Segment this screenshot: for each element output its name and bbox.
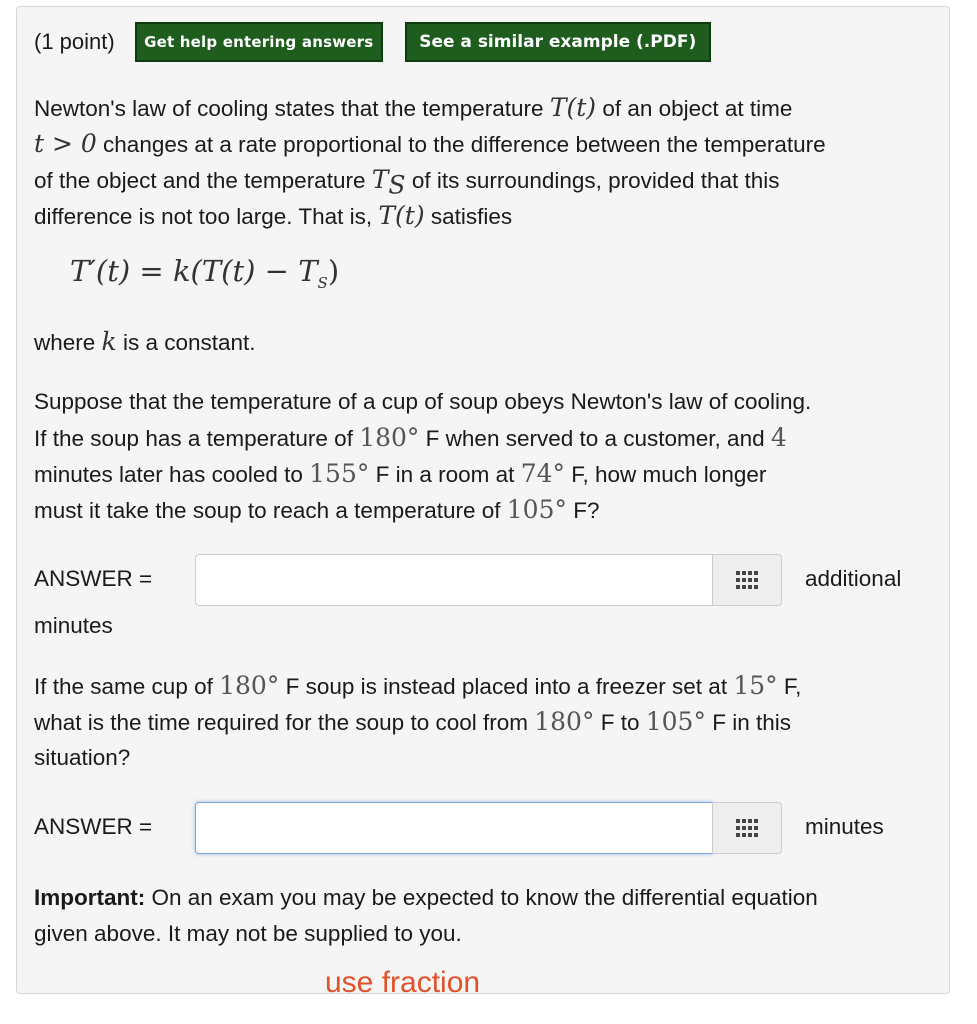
problem-line-4: must it take the soup to reach a temperature of 105° F? <box>34 495 600 524</box>
answer-1-label: ANSWER = <box>34 566 153 591</box>
answer-1-unit-minutes: minutes <box>34 613 113 638</box>
problem-header <box>34 22 711 62</box>
intro-line-4: difference is not too large. That is, T(t) satisfies <box>34 201 513 230</box>
cooling-equation: $T'(t) = k(T(t) - T_S)$ <box>70 254 340 292</box>
similar-example-button[interactable]: See a similar example (.PDF) <box>405 22 711 62</box>
intro-line-1: Newton's law of cooling states that the temperature T(t) of an object at time <box>34 93 793 122</box>
keypad-grid-icon <box>735 818 759 838</box>
help-entering-answers-button[interactable]: Get help entering answers <box>135 22 383 62</box>
problem-line-2: If the soup has a temperature of 180° F when served to a customer, and 4 <box>34 423 787 452</box>
answer-2-input[interactable] <box>195 802 713 854</box>
answer-2-keypad-button[interactable] <box>712 802 782 854</box>
important-note: Important: On an exam you may be expected to know the differential equation given above. It may not be supplied to you. <box>34 885 818 946</box>
points-label: (1 point) <box>34 29 115 54</box>
problem2-line-2: what is the time required for the soup to cool from 180° F to 105° F in this <box>34 707 791 736</box>
problem2-line-3: situation? <box>34 745 131 770</box>
intro-line-2: t > 0 changes at a rate proportional to the difference between the temperature <box>34 129 826 158</box>
problem-line-3: minutes later has cooled to 155° F in a room at 74° F, how much longer <box>34 459 767 488</box>
use-fraction-note: use fraction <box>325 966 481 999</box>
keypad-grid-icon <box>735 570 759 590</box>
problem2-line-1: If the same cup of 180° F soup is instead placed into a freezer set at 15° F, <box>34 671 802 700</box>
answer-1-unit: additional <box>805 566 902 591</box>
answer-2-label: ANSWER = <box>34 814 153 839</box>
answer-2-unit: minutes <box>805 814 884 839</box>
intro-line-3: of the object and the temperature $T_S$ of its surroundings, provided that this <box>34 165 780 200</box>
constant-note: where k is a constant. <box>34 327 256 356</box>
answer-1-input[interactable] <box>195 554 713 606</box>
answer-1-keypad-button[interactable] <box>712 554 782 606</box>
problem-line-1: Suppose that the temperature of a cup of soup obeys Newton's law of cooling. <box>34 389 812 414</box>
